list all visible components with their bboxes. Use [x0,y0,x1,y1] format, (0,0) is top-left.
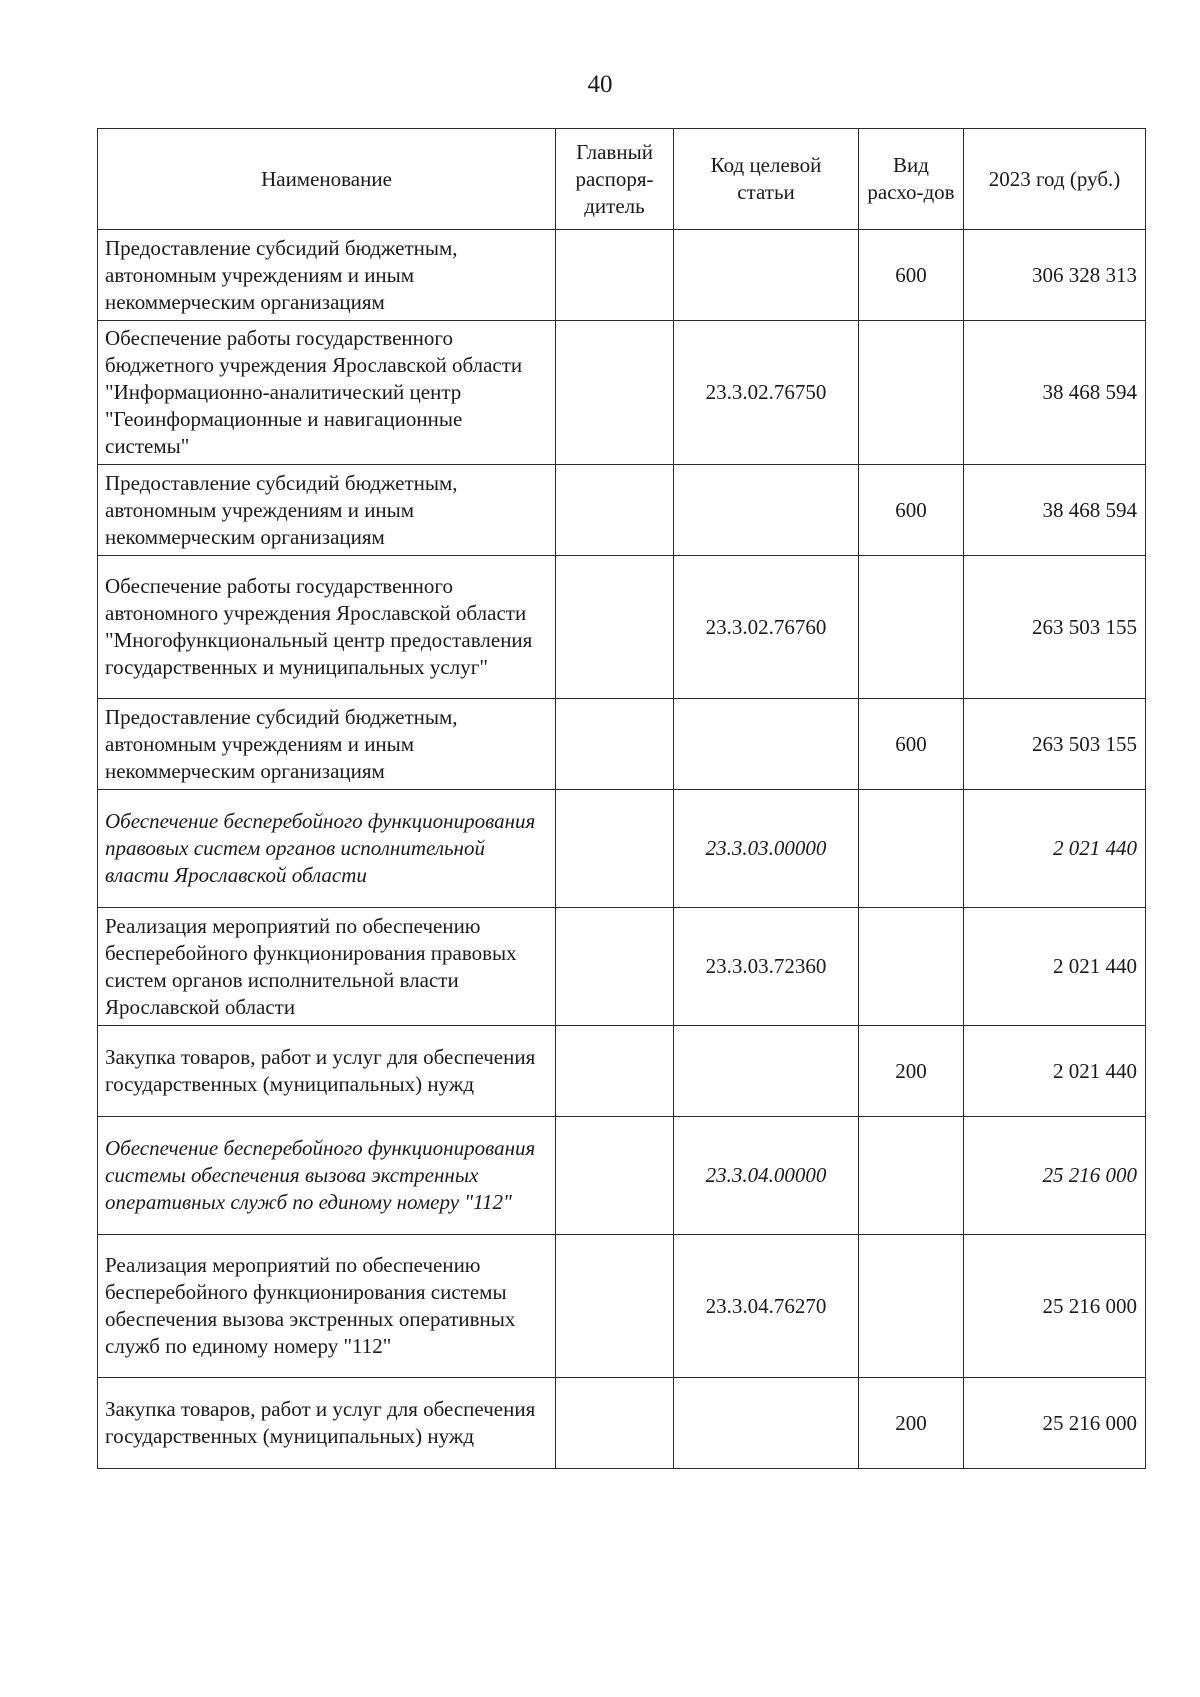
cell-admin [556,321,674,465]
cell-code [674,699,859,790]
cell-name: Предоставление субсидий бюджетным, автономным учреждениям и иным некоммерческим организациям [98,230,556,321]
table-row [98,556,1146,699]
cell-name: Обеспечение бесперебойного функционирования системы обеспечения вызова экстренных оперативных служб по единому номеру "112" [98,1117,556,1235]
cell-code: 23.3.03.00000 [674,790,859,908]
table-row [98,790,1146,908]
table-row [98,1026,1146,1117]
cell-amount: 2 021 440 [964,908,1146,1026]
header-admin: Главный распоря-дитель [556,129,674,230]
table-row [98,230,1146,321]
cell-code [674,230,859,321]
cell-amount: 25 216 000 [964,1378,1146,1469]
cell-name: Предоставление субсидий бюджетным, автономным учреждениям и иным некоммерческим организациям [98,465,556,556]
cell-type: 600 [859,699,964,790]
cell-code: 23.3.04.76270 [674,1235,859,1378]
table-row [98,699,1146,790]
cell-name: Реализация мероприятий по обеспечению бесперебойного функционирования системы обеспечения вызова экстренных оперативных служб по единому номеру "112" [98,1235,556,1378]
cell-code [674,1378,859,1469]
cell-name: Обеспечение работы государственного бюджетного учреждения Ярославской области "Информационно-аналитический центр "Геоинформационные и навигационные системы" [98,321,556,465]
cell-name: Реализация мероприятий по обеспечению бесперебойного функционирования правовых систем органов исполнительной власти Ярославской области [98,908,556,1026]
cell-type: 200 [859,1378,964,1469]
table-row [98,1378,1146,1469]
cell-amount: 38 468 594 [964,465,1146,556]
cell-type [859,1235,964,1378]
cell-admin [556,699,674,790]
cell-name: Обеспечение бесперебойного функционирования правовых систем органов исполнительной власти Ярославской области [98,790,556,908]
header-code: Код целевой статьи [674,129,859,230]
table-row [98,908,1146,1026]
cell-admin [556,1378,674,1469]
cell-code: 23.3.02.76750 [674,321,859,465]
cell-type: 600 [859,465,964,556]
budget-table [97,128,1146,1469]
cell-type [859,790,964,908]
cell-amount: 2 021 440 [964,790,1146,908]
cell-admin [556,465,674,556]
cell-amount: 263 503 155 [964,556,1146,699]
cell-amount: 263 503 155 [964,699,1146,790]
cell-code: 23.3.04.00000 [674,1117,859,1235]
cell-name: Закупка товаров, работ и услуг для обеспечения государственных (муниципальных) нужд [98,1026,556,1117]
cell-admin [556,1117,674,1235]
table-body [98,230,1146,1469]
cell-admin [556,908,674,1026]
cell-admin [556,556,674,699]
cell-amount: 306 328 313 [964,230,1146,321]
cell-name: Обеспечение работы государственного автономного учреждения Ярославской области "Многофункциональный центр предоставления государственных и муниципальных услуг" [98,556,556,699]
table-row [98,1235,1146,1378]
cell-amount: 25 216 000 [964,1235,1146,1378]
cell-type: 200 [859,1026,964,1117]
header-type: Вид расхо-дов [859,129,964,230]
cell-type [859,1117,964,1235]
table-row [98,321,1146,465]
cell-admin [556,1026,674,1117]
cell-type [859,321,964,465]
cell-name: Предоставление субсидий бюджетным, автономным учреждениям и иным некоммерческим организациям [98,699,556,790]
cell-type [859,908,964,1026]
table-row [98,1117,1146,1235]
cell-amount: 25 216 000 [964,1117,1146,1235]
cell-admin [556,790,674,908]
page-number: 40 [587,71,613,98]
cell-code: 23.3.03.72360 [674,908,859,1026]
cell-amount: 2 021 440 [964,1026,1146,1117]
cell-code [674,465,859,556]
header-amount: 2023 год (руб.) [964,129,1146,230]
table-row [98,465,1146,556]
header-name: Наименование [98,129,556,230]
cell-code [674,1026,859,1117]
cell-code: 23.3.02.76760 [674,556,859,699]
cell-type: 600 [859,230,964,321]
cell-name: Закупка товаров, работ и услуг для обеспечения государственных (муниципальных) нужд [98,1378,556,1469]
cell-admin [556,1235,674,1378]
cell-admin [556,230,674,321]
cell-type [859,556,964,699]
table-header-row [98,129,1146,230]
cell-amount: 38 468 594 [964,321,1146,465]
